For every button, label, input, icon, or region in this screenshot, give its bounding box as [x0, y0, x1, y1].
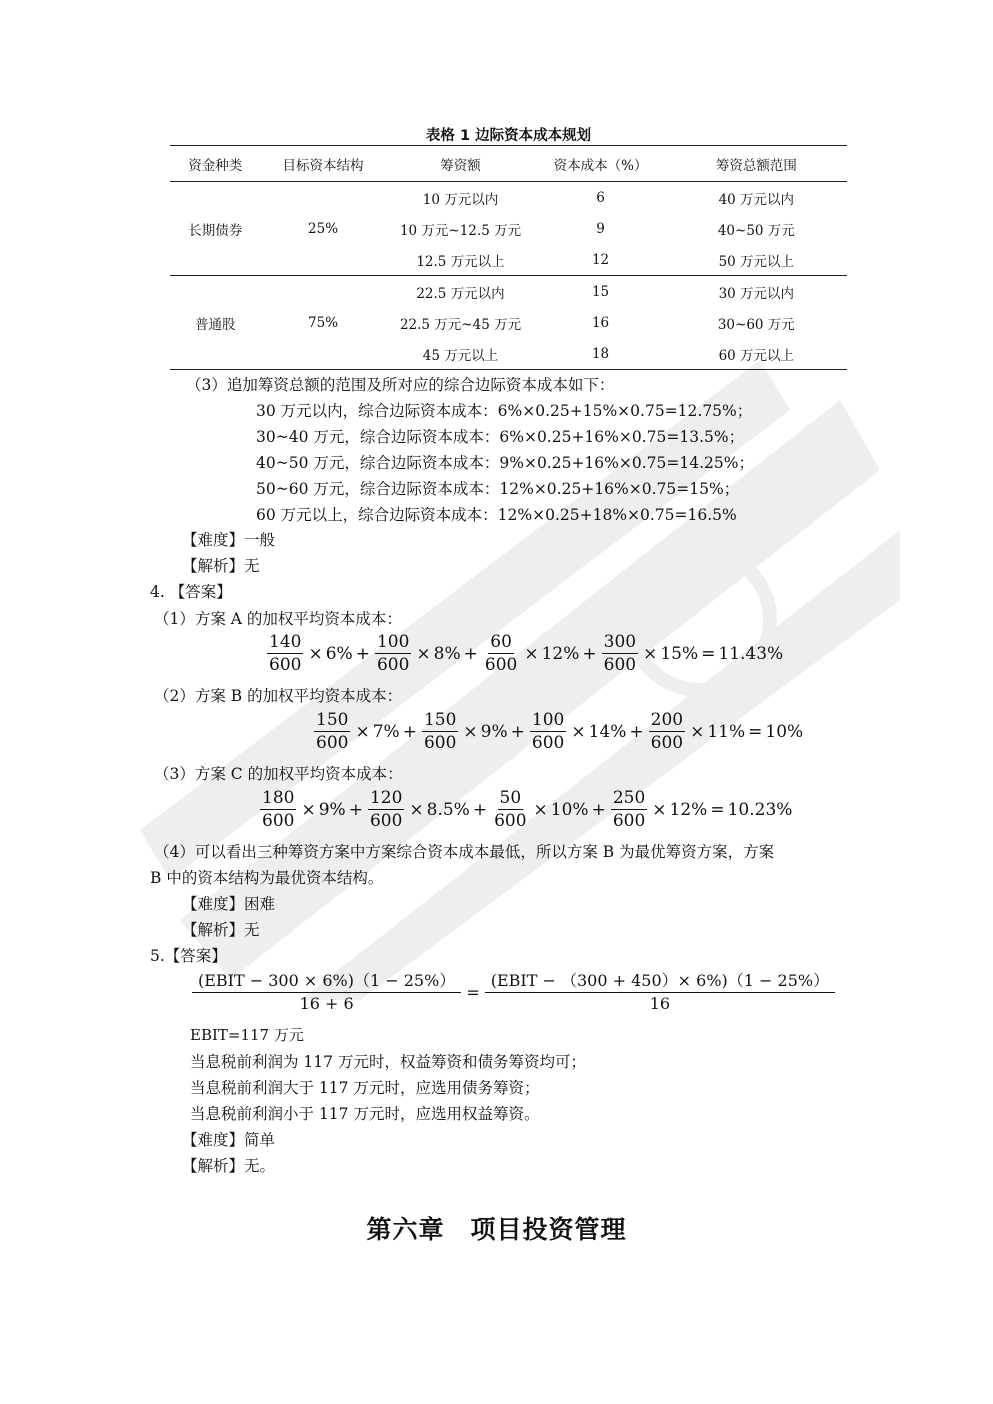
table-cell: 30 万元以内	[666, 276, 847, 308]
q5-line: 当息税前利润大于 117 万元时，应选用债务筹资；	[190, 1079, 540, 1097]
table-header-cell: 筹资总额范围	[666, 146, 847, 182]
marginal-cost-table	[170, 145, 847, 370]
q5-line: 当息税前利润小于 117 万元时，应选用权益筹资。	[190, 1105, 540, 1123]
table-cell: 75%	[261, 276, 386, 370]
q5-heading: 5.【答案】	[150, 947, 227, 965]
q4-plan-c-label: （3）方案 C 的加权平均资本成本：	[154, 765, 403, 783]
analysis-label: 【解析】无	[182, 921, 260, 939]
q3-line: 50~60 万元，综合边际资本成本：12%×0.25+16%×0.75=15%；	[256, 480, 740, 498]
table-cell: 长期债券	[188, 222, 243, 239]
table-header-cell: 资金种类	[170, 146, 261, 182]
analysis-label: 【解析】无。	[182, 1157, 276, 1175]
fraction: $\frac{140}{600}$	[269, 632, 302, 675]
table-cell: 40~50 万元	[717, 222, 795, 239]
table-cell: 12	[591, 251, 610, 268]
q4-conclusion: （4）可以看出三种筹资方案中方案综合资本成本最低，所以方案 B 为最优筹资方案，方案	[154, 843, 775, 861]
q5-line: 当息税前利润为 117 万元时，权益筹资和债务筹资均可；	[190, 1053, 586, 1071]
q4-plan-a-label: （1）方案 A 的加权平均资本成本：	[154, 610, 402, 628]
q3-intro: （3）追加筹资总额的范围及所对应的综合边际资本成本如下：	[186, 376, 615, 394]
fraction: $\frac{200}{600}$	[650, 710, 684, 753]
q3-line: 30 万元以内，综合边际资本成本：6%×0.25+15%×0.75=12.75%；	[256, 402, 753, 420]
table-row	[170, 182, 847, 214]
table-cell: 25%	[308, 220, 339, 237]
q3-line: 30~40 万元，综合边际资本成本：6%×0.25+16%×0.75=13.5%；	[256, 428, 745, 446]
fraction: $\frac{120}{600}$	[369, 788, 403, 831]
table-cell: 15	[535, 276, 665, 308]
ebit-equation: $\frac{\text{(EBIT − 300 × 6\%)（1 − 25\%）}}{16 + 6}$ = $\frac{\text{(EBIT − （300 + 450）× 6\%)（1 − 25\%）}}{16}$	[190, 970, 837, 1015]
difficulty-label: 【难度】简单	[182, 1131, 276, 1149]
table-cell: 12.5 万元以上	[416, 253, 505, 270]
chapter-title: 第六章 项目投资管理	[366, 1215, 627, 1244]
fraction: $\frac{100}{600}$	[376, 632, 410, 675]
table-cell: 16	[591, 314, 610, 331]
fraction: $\frac{\text{(EBIT − 300 × 6\%)（1 − 25\%）}}{16 + 6}$	[192, 970, 461, 1015]
formula-plan-c: $\frac{180}{600}$ × 9% + $\frac{120}{600}$ × 8.5% + $\frac{50}{600}$ × 10% + $\frac{250}{600}$ × 12% = 10.23%	[262, 788, 793, 831]
table-cell: 50 万元以上	[718, 253, 795, 270]
fraction: $\frac{\text{(EBIT − （300 + 450）× 6\%)（1 − 25\%）}}{16}$	[485, 970, 835, 1015]
formula-plan-a: $\frac{140}{600}$ × 6% + $\frac{100}{600}$ × 8% + $\frac{60}{600}$ × 12% + $\frac{300}{600}$ × 15% = 11.43%	[269, 632, 784, 675]
fraction: $\frac{300}{600}$	[603, 632, 637, 675]
table-cell: 9	[596, 220, 605, 237]
difficulty-label: 【难度】困难	[182, 895, 276, 913]
formula-plan-b: $\frac{150}{600}$ × 7% + $\frac{150}{600}$ × 9% + $\frac{100}{600}$ × 14% + $\frac{200}{600}$ × 11% = 10%	[316, 710, 804, 753]
difficulty-label: 【难度】一般	[182, 531, 276, 549]
table-header-cell: 资本成本（%）	[535, 146, 665, 182]
fraction: $\frac{250}{600}$	[612, 788, 646, 831]
table-cell: 6	[596, 189, 605, 206]
table-cell: 45 万元以上	[386, 338, 536, 370]
q4-heading: 4. 【答案】	[150, 583, 232, 601]
fraction: $\frac{50}{600}$	[494, 788, 527, 831]
table-caption: 表格 1 边际资本成本规划	[425, 128, 592, 144]
table-header-cell: 筹资额	[386, 146, 536, 182]
q3-line: 60 万元以上，综合边际资本成本：12%×0.25+18%×0.75=16.5%	[256, 506, 737, 524]
table-header-row	[170, 146, 847, 182]
table-cell: 10 万元~12.5 万元	[399, 222, 522, 239]
fraction: $\frac{150}{600}$	[423, 710, 457, 753]
fraction: $\frac{180}{600}$	[262, 788, 295, 831]
table-cell: 40 万元以内	[718, 191, 795, 208]
table-header-cell: 目标资本结构	[261, 146, 386, 182]
fraction: $\frac{100}{600}$	[531, 710, 565, 753]
q4-conclusion: B 中的资本结构为最优资本结构。	[150, 869, 384, 887]
analysis-label: 【解析】无	[182, 557, 260, 575]
fraction: $\frac{60}{600}$	[484, 632, 518, 675]
q3-line: 40~50 万元，综合边际资本成本：9%×0.25+16%×0.75=14.25%；	[256, 454, 754, 472]
table-cell: 22.5 万元以内	[386, 276, 536, 308]
fraction: $\frac{150}{600}$	[316, 710, 349, 753]
table-row	[170, 276, 847, 308]
table-cell: 10 万元以内	[422, 191, 499, 208]
table-cell: 普通股	[170, 276, 261, 370]
table-cell: 22.5 万元~45 万元	[399, 316, 522, 333]
table-cell: 30~60 万元	[717, 316, 795, 333]
table-cell: 60 万元以上	[666, 338, 847, 370]
table-cell: 18	[535, 338, 665, 370]
q4-plan-b-label: （2）方案 B 的加权平均资本成本：	[154, 687, 403, 705]
ebit-result: EBIT=117 万元	[190, 1026, 304, 1044]
